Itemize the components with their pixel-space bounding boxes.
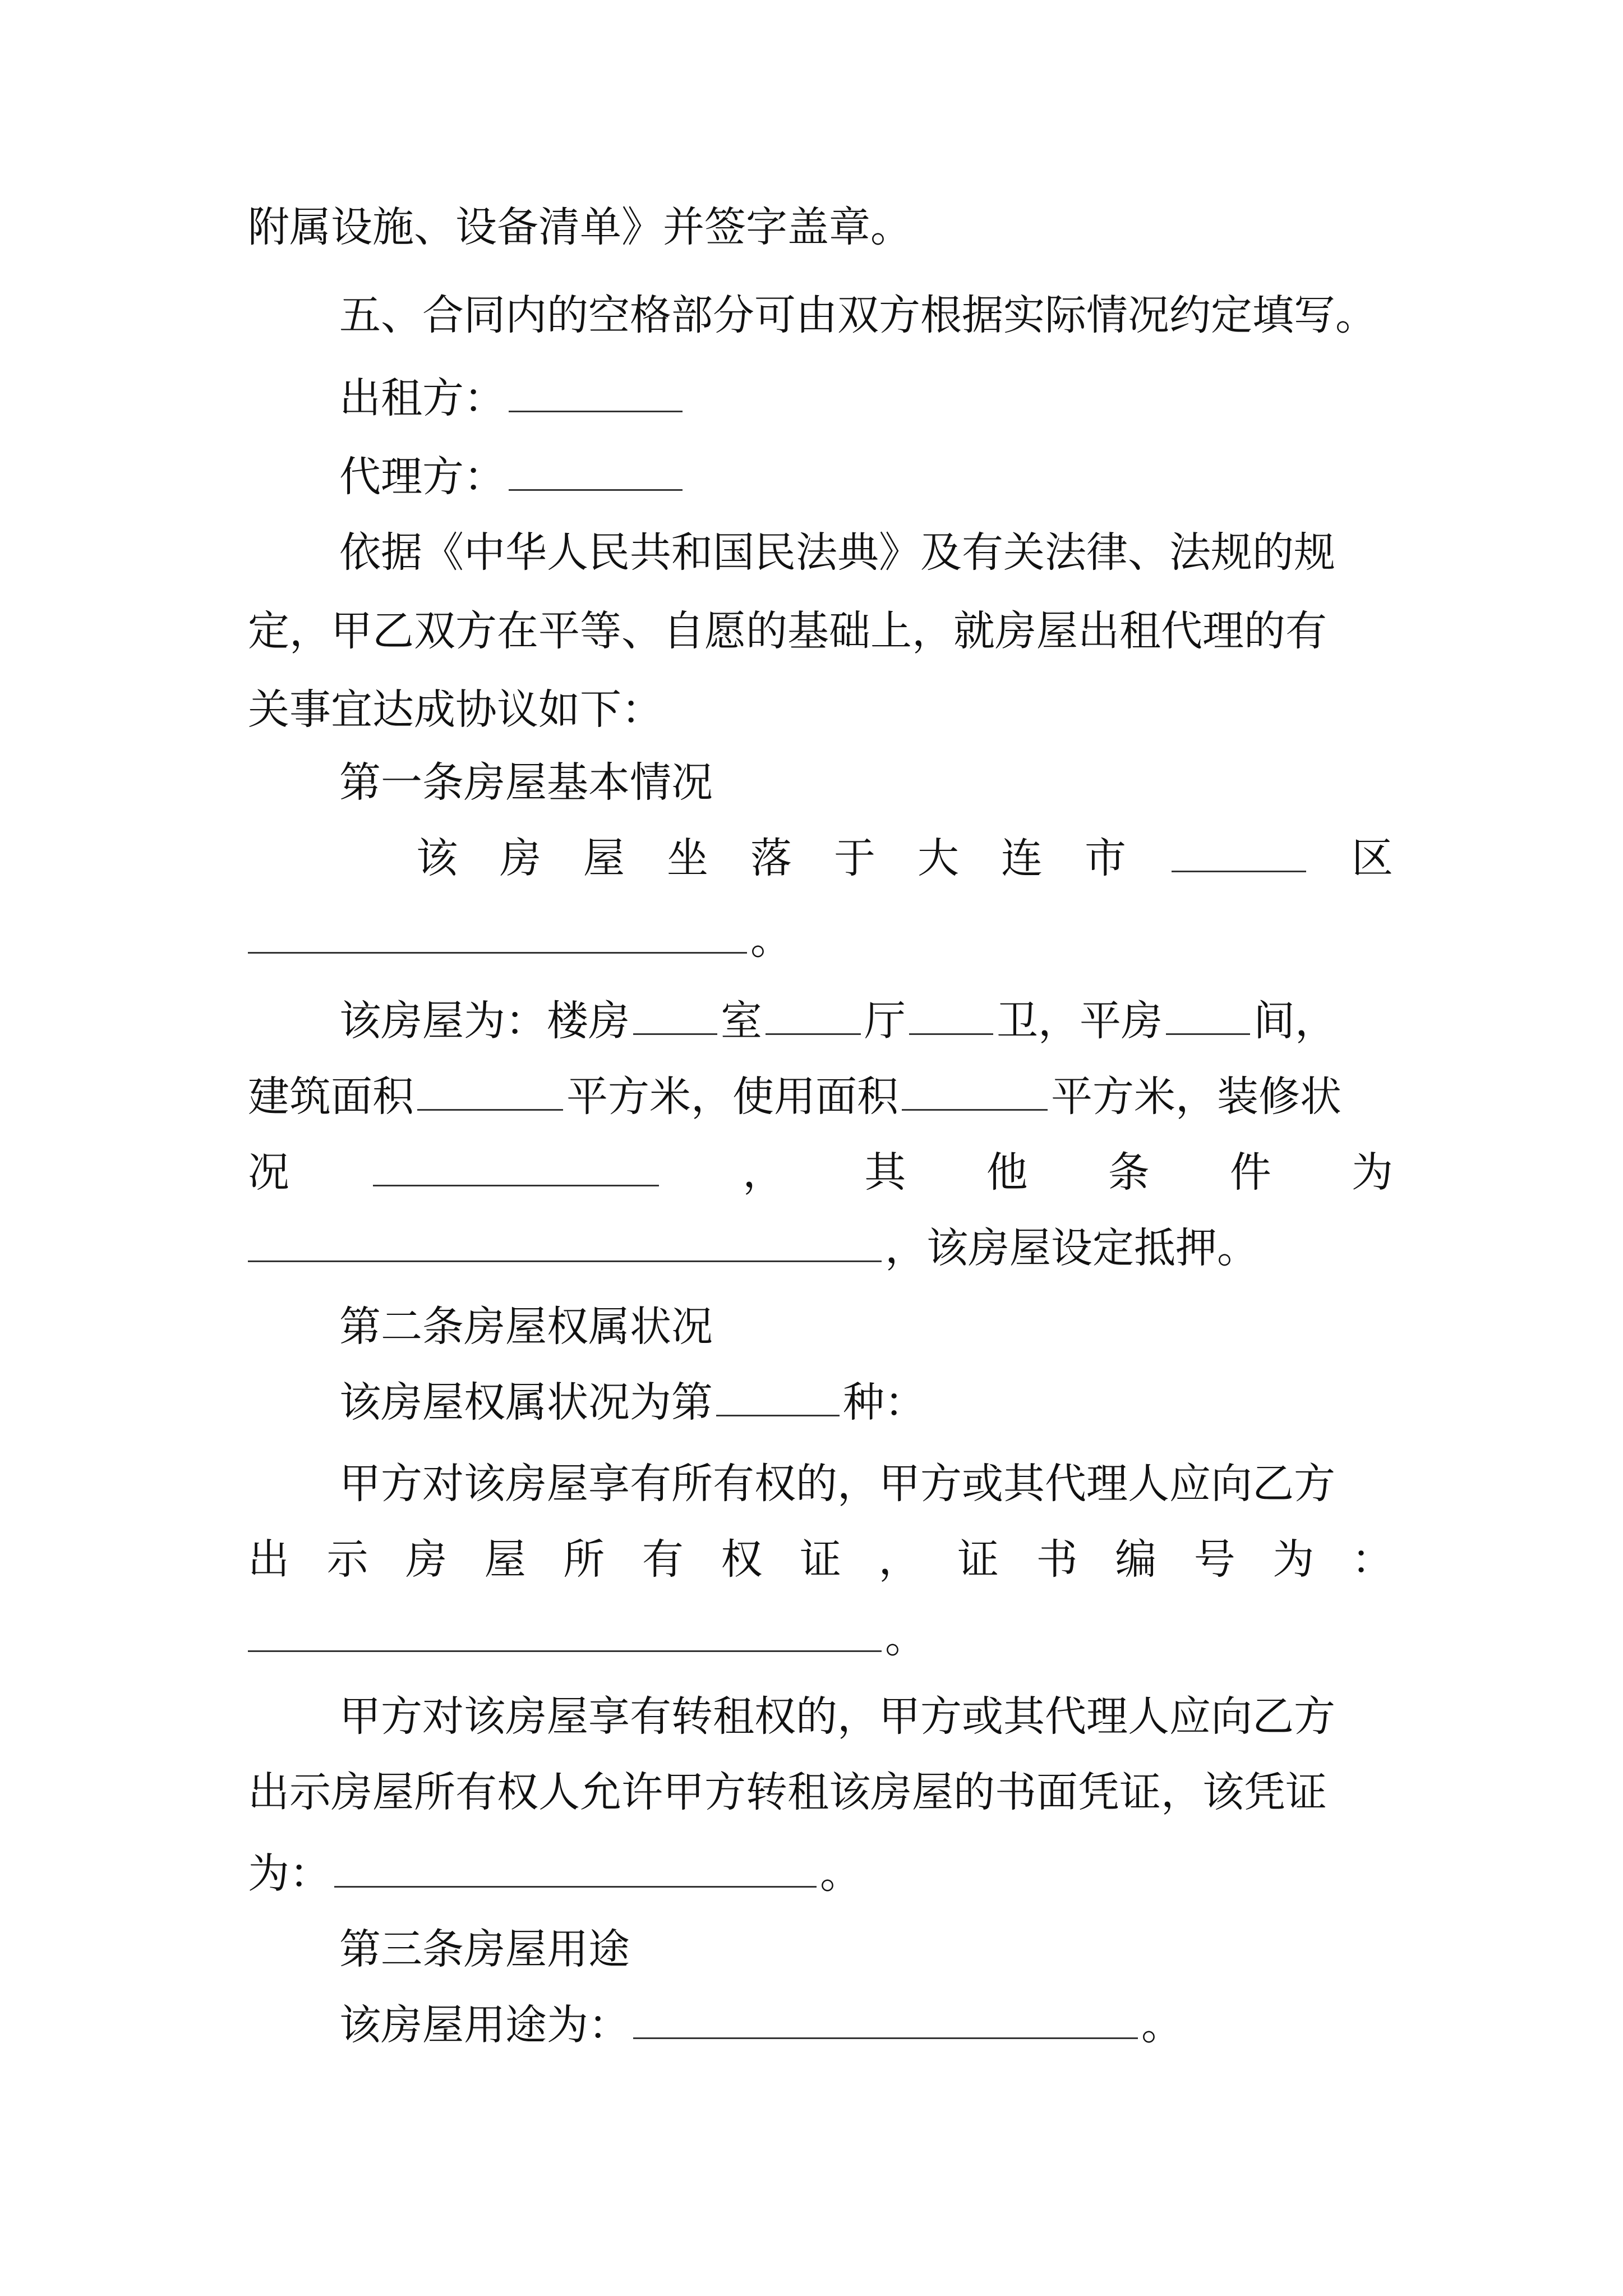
line-text: 厅 [864, 997, 906, 1045]
char: 大 [917, 834, 959, 882]
char: 证 [957, 1535, 999, 1584]
char: 于 [834, 834, 875, 882]
text-line [339, 287, 1377, 343]
article-heading [339, 754, 713, 811]
agent-line [339, 449, 686, 505]
article-heading [339, 1299, 713, 1355]
char: 况 [248, 1148, 289, 1197]
char: 件 [1229, 1148, 1271, 1197]
char: 落 [750, 834, 792, 882]
line-text: 。 [750, 915, 792, 964]
char: 房 [405, 1535, 448, 1584]
certificate-number-line [248, 1610, 926, 1666]
line-text: 为： [248, 1849, 331, 1898]
char: 屋 [484, 1535, 526, 1584]
text-line [339, 524, 1335, 581]
char: 其 [864, 1148, 906, 1197]
char: 示 [326, 1535, 368, 1584]
heading-text: 第一条房屋基本情况 [339, 758, 713, 807]
char: 条 [1108, 1148, 1150, 1197]
char: 权 [721, 1535, 763, 1584]
char: 为 [1351, 1148, 1393, 1197]
certificate-line [248, 1531, 1393, 1588]
char: 市 [1085, 834, 1126, 882]
line-text: ，该房屋设定抵押。 [885, 1224, 1258, 1272]
certificate-number-blank[interactable] [248, 1611, 882, 1652]
text-line [339, 1688, 1335, 1745]
line-text: 室 [721, 997, 762, 1045]
char: ， [743, 1148, 785, 1197]
char: 编 [1115, 1535, 1157, 1584]
lessor-line [339, 370, 686, 426]
line-text: 该房屋用途为： [339, 2001, 630, 2049]
char: 号 [1193, 1535, 1235, 1584]
text-line [248, 1764, 1327, 1820]
char: 书 [1036, 1535, 1078, 1584]
ownership-type-blank[interactable] [716, 1375, 840, 1416]
char: 证 [799, 1535, 841, 1584]
text-line [248, 199, 912, 255]
line-text: 关事宜达成协议如下： [248, 685, 663, 734]
agent-blank[interactable] [509, 450, 683, 491]
text-line [339, 1456, 1335, 1512]
usable-area-blank[interactable] [902, 1070, 1048, 1111]
line-text: 建筑面积 [248, 1073, 414, 1121]
line-text: 种： [843, 1378, 926, 1427]
usage-blank[interactable] [633, 1998, 1138, 2039]
other-conditions-blank[interactable] [248, 1221, 882, 1262]
heading-text: 第二条房屋权属状况 [339, 1303, 713, 1351]
char: 有 [642, 1535, 684, 1584]
usage-line [339, 1997, 1183, 2053]
line-text: 。 [885, 1614, 926, 1662]
text-line [248, 682, 663, 738]
heading-text: 第三条房屋用途 [339, 1925, 630, 1973]
text-line [248, 603, 1327, 659]
decoration-line [248, 1144, 1393, 1200]
bungalow-rooms-blank[interactable] [1166, 994, 1250, 1035]
address-blank[interactable] [248, 913, 747, 954]
halls-blank[interactable] [766, 994, 861, 1035]
line-text: 平方米，装修状 [1051, 1073, 1341, 1121]
line-text: 定，甲乙双方在平等、自愿的基础上，就房屋出租代理的有 [248, 607, 1327, 655]
ownership-type-line [339, 1374, 926, 1430]
line-text: 该房屋为：楼房 [339, 997, 630, 1045]
other-conditions-line [248, 1220, 1258, 1276]
char: 所 [563, 1535, 605, 1584]
layout-line [339, 993, 1336, 1049]
char: 为 [1272, 1535, 1315, 1584]
article-heading [339, 1921, 630, 1977]
area-line [248, 1069, 1341, 1125]
char: 出 [248, 1535, 289, 1584]
line-text: 平方米，使用面积 [566, 1073, 898, 1121]
baths-blank[interactable] [909, 994, 993, 1035]
district-blank[interactable] [1172, 831, 1306, 872]
line-text: 出示房屋所有权人允许甲方转租该房屋的书面凭证，该凭证 [248, 1768, 1327, 1816]
location-line [416, 830, 1393, 886]
line-text: 甲方对该房屋享有转租权的，甲方或其代理人应向乙方 [339, 1692, 1335, 1741]
line-text: 五、合同内的空格部分可由双方根据实际情况约定填写。 [339, 291, 1377, 339]
char: 他 [986, 1148, 1028, 1197]
line-text: 。 [1141, 2001, 1183, 2049]
address-line [248, 912, 792, 968]
line-text: 卫，平房 [997, 997, 1163, 1045]
char: 连 [1001, 834, 1043, 882]
line-text: 。 [820, 1849, 861, 1898]
char: ： [1351, 1535, 1393, 1584]
line-text: 该房屋权属状况为第 [339, 1378, 713, 1427]
agent-label: 代理方： [339, 453, 505, 501]
line-text: 甲方对该房屋享有所有权的，甲方或其代理人应向乙方 [339, 1460, 1335, 1508]
char: 屋 [583, 834, 625, 882]
rooms-blank[interactable] [633, 994, 717, 1035]
lessor-label: 出租方： [339, 374, 505, 422]
line-text: 依据《中华人民共和国民法典》及有关法律、法规的规 [339, 528, 1335, 577]
lessor-blank[interactable] [509, 371, 683, 412]
char: 区 [1352, 834, 1393, 882]
line-text: 附属设施、设备清单》并签字盖章。 [248, 203, 912, 251]
voucher-line [248, 1846, 861, 1902]
decoration-blank[interactable] [373, 1145, 659, 1186]
building-area-blank[interactable] [417, 1070, 563, 1111]
char: 坐 [667, 834, 708, 882]
char: ， [878, 1535, 920, 1584]
line-text: 间， [1253, 997, 1336, 1045]
voucher-blank[interactable] [334, 1847, 817, 1888]
char: 房 [500, 834, 541, 882]
char: 该 [416, 834, 458, 882]
